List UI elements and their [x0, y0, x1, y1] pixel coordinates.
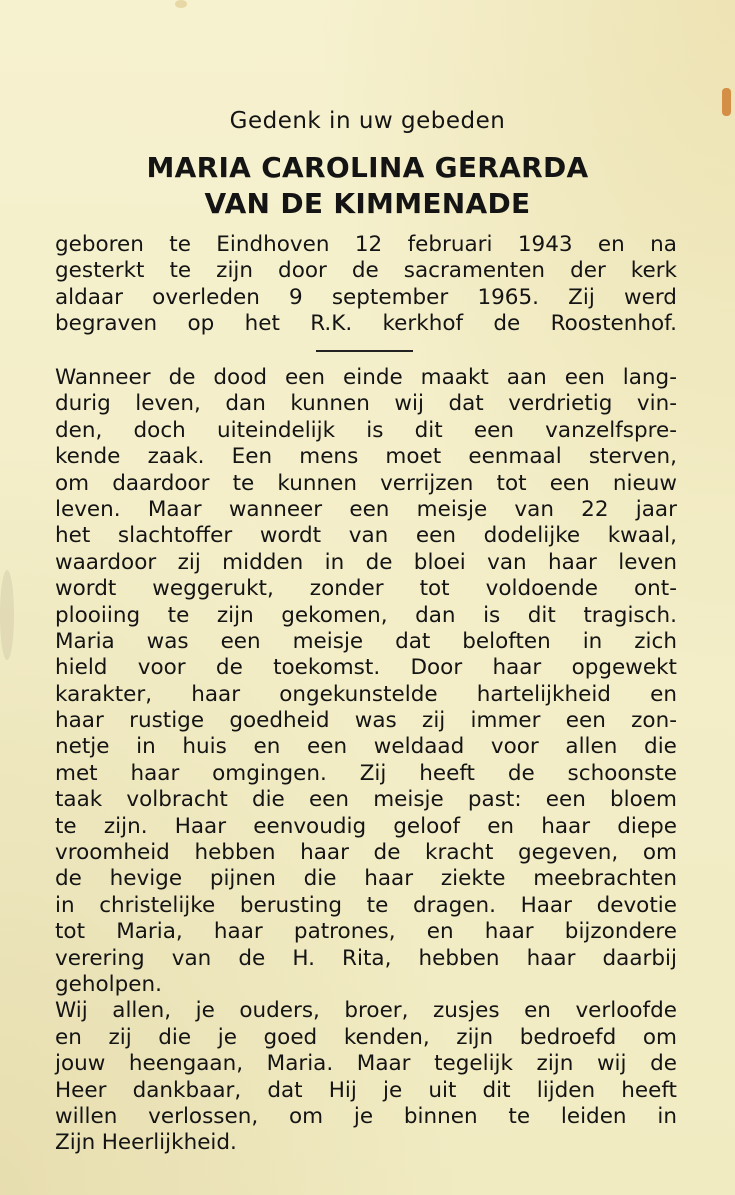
word: 22	[581, 496, 609, 522]
text-line	[55, 576, 677, 602]
word: verering	[55, 945, 145, 971]
word: heeft	[621, 1077, 677, 1103]
word: geloof	[393, 813, 461, 839]
word: van	[171, 945, 212, 971]
word: haar	[548, 549, 597, 575]
word: te	[232, 470, 255, 496]
word: kracht	[425, 840, 494, 866]
word: is	[366, 417, 384, 443]
word: die	[303, 866, 337, 892]
word: bloei	[413, 549, 466, 575]
text-line	[55, 998, 677, 1024]
text-line	[55, 285, 677, 311]
word: waardoor	[55, 549, 157, 575]
word: weldaad	[373, 734, 465, 760]
word: van	[348, 523, 389, 549]
text-line	[55, 444, 677, 470]
word: wanneer	[228, 496, 323, 522]
word: Een	[231, 444, 273, 470]
text-line	[55, 1078, 677, 1104]
text-line	[55, 972, 677, 998]
word: een	[473, 417, 514, 443]
word: ziekte	[440, 866, 506, 892]
word: door	[278, 258, 327, 284]
word: na	[650, 232, 677, 257]
text-line	[55, 866, 677, 892]
word: sacramenten	[403, 258, 546, 284]
word: haar	[526, 945, 576, 971]
word: goed	[263, 1024, 318, 1050]
word: Zij	[568, 284, 595, 310]
word: 12	[354, 232, 383, 257]
word: hield	[55, 655, 108, 681]
word: van	[514, 496, 554, 522]
word: zich	[634, 628, 677, 654]
word: wordt	[55, 576, 117, 602]
word: meisje	[416, 496, 488, 522]
word: goedheid	[229, 708, 330, 734]
word: doch	[133, 417, 186, 443]
word: kende	[55, 444, 121, 470]
text-line	[55, 311, 677, 337]
word: diepe	[617, 813, 677, 839]
text-line	[55, 1051, 677, 1077]
word: haar	[484, 919, 534, 945]
text-line	[55, 787, 677, 813]
word: kunnen	[290, 391, 370, 417]
word: voldoende	[485, 576, 598, 602]
word: en	[426, 919, 454, 945]
word: Maria	[55, 628, 115, 654]
word: 1943	[517, 232, 573, 257]
word: dodelijke	[483, 523, 581, 549]
word: binnen	[403, 1103, 478, 1129]
word: Door	[410, 655, 463, 681]
text-line	[55, 840, 677, 866]
word: de	[507, 760, 535, 786]
word: een	[565, 708, 606, 734]
word: Wij	[55, 998, 88, 1024]
word: eenvoudig	[253, 813, 367, 839]
word: een	[307, 734, 348, 760]
deceased-name-line-1: MARIA CAROLINA GERARDA	[146, 151, 589, 184]
word: dan	[225, 391, 266, 417]
word: leiden	[560, 1103, 627, 1129]
word: zon-	[631, 708, 677, 734]
word: berusting	[239, 892, 343, 918]
word: karakter,	[55, 681, 153, 707]
word: beloften	[462, 628, 551, 654]
word: ouders,	[239, 998, 320, 1024]
word: leven	[618, 549, 677, 575]
word: zaak.	[147, 444, 205, 470]
word: de	[55, 866, 82, 892]
deceased-name-line-2: VAN DE KIMMENADE	[204, 187, 531, 220]
word: midden	[222, 549, 304, 575]
text-line	[55, 1130, 677, 1156]
word: allen,	[112, 998, 172, 1024]
word: hebben	[418, 945, 500, 971]
word: immer	[470, 708, 541, 734]
word: heengaan,	[128, 1051, 244, 1077]
word: die	[158, 1024, 192, 1050]
word: de	[373, 840, 401, 866]
word: kwaal,	[607, 523, 677, 549]
word: huis	[182, 734, 227, 760]
word: patrones,	[293, 919, 396, 945]
word: die	[251, 787, 285, 813]
word: durig	[55, 391, 111, 417]
word: zijn.	[103, 813, 148, 839]
word: moet	[385, 444, 442, 470]
word: willen	[55, 1103, 118, 1129]
word: een	[284, 365, 326, 390]
word: bloem	[610, 787, 677, 813]
word: nieuw	[612, 470, 677, 496]
word: je	[217, 1024, 237, 1050]
word: dankbaar,	[132, 1077, 242, 1103]
word: Wanneer	[55, 365, 151, 390]
word: de	[215, 655, 243, 681]
word: het	[244, 311, 280, 337]
word: dit	[527, 602, 556, 628]
text-line	[55, 1104, 677, 1130]
word: den,	[55, 417, 103, 443]
word: en	[650, 681, 677, 707]
word: wij	[596, 1051, 627, 1077]
word: je	[383, 1077, 403, 1103]
word: christelijke	[99, 892, 216, 918]
word: werd	[624, 284, 677, 310]
text-line	[55, 919, 677, 945]
word: meisje	[292, 628, 364, 654]
word: weggerukt,	[152, 576, 274, 602]
word: kerkhof	[382, 311, 464, 337]
word: lang-	[622, 365, 677, 390]
word: te	[366, 892, 389, 918]
word: kunnen	[277, 470, 357, 496]
text-line	[55, 629, 677, 655]
word: zijn	[536, 1051, 574, 1077]
paper-stain	[0, 570, 14, 660]
word: de	[650, 1051, 677, 1077]
text-line	[55, 550, 677, 576]
text-line	[55, 418, 677, 444]
word: haar	[492, 655, 542, 681]
word: geholpen.	[55, 971, 162, 997]
word: pijnen	[209, 866, 276, 892]
text-line	[55, 893, 677, 919]
word: en	[55, 1024, 82, 1050]
word: Hij	[328, 1077, 357, 1103]
word: daarbij	[602, 945, 677, 971]
memorial-text	[55, 365, 677, 1157]
word: dat	[395, 628, 431, 654]
word: en	[524, 998, 551, 1024]
word: te	[508, 1103, 531, 1129]
word: slachtoffer	[117, 523, 233, 549]
word: in	[582, 628, 603, 654]
word: zonder	[309, 576, 384, 602]
word: in	[324, 549, 345, 575]
word: een	[308, 787, 350, 813]
word: Haar	[174, 813, 227, 839]
word: wordt	[259, 523, 322, 549]
word: sterven,	[588, 444, 677, 470]
word: Maria.	[266, 1051, 334, 1077]
word: je	[353, 1103, 374, 1129]
word: maakt	[420, 365, 489, 390]
word: devotie	[596, 892, 677, 918]
word: Maria,	[116, 919, 183, 945]
word: de	[365, 549, 393, 575]
word: september	[331, 284, 449, 310]
word: in	[136, 734, 156, 760]
word: 9	[289, 284, 303, 310]
word: overleden	[152, 284, 260, 310]
word: tot	[55, 919, 86, 945]
word: verloofde	[575, 998, 677, 1024]
word: Heerlijkheid.	[101, 1130, 237, 1156]
word: een	[564, 365, 605, 390]
word: die	[644, 734, 677, 760]
text-line	[55, 734, 677, 760]
text-line	[55, 232, 677, 258]
word: een	[349, 496, 390, 522]
word: Zijn	[55, 1130, 96, 1156]
word: leven.	[55, 496, 121, 522]
word: uit	[428, 1077, 457, 1103]
word: Heer	[55, 1077, 107, 1103]
word: tot	[496, 470, 527, 496]
word: te	[55, 813, 77, 839]
word: Eindhoven	[216, 232, 330, 257]
word: leven,	[135, 391, 201, 417]
word: hevige	[109, 866, 183, 892]
word: en	[487, 813, 515, 839]
word: de	[238, 945, 266, 971]
word: zij	[422, 708, 446, 734]
word: de	[168, 365, 196, 390]
word: het	[55, 523, 91, 549]
word: bedroefd	[519, 1024, 617, 1050]
word: zijn	[216, 602, 254, 628]
word: meebrachten	[533, 866, 677, 892]
word: dragen.	[412, 892, 496, 918]
word: een	[545, 787, 586, 813]
word: lijden	[536, 1077, 596, 1103]
word: is	[483, 602, 501, 628]
word: zij	[177, 549, 201, 575]
word: een	[415, 523, 456, 549]
text-line	[55, 946, 677, 972]
word: dat	[448, 391, 484, 417]
birth-death-paragraph	[55, 232, 677, 338]
word: te	[167, 602, 190, 628]
word: allen	[565, 734, 618, 760]
word: mens	[299, 444, 359, 470]
word: heeft	[419, 760, 475, 786]
word: daardoor	[112, 470, 210, 496]
word: tot	[419, 576, 450, 602]
word: ongekunstelde	[279, 681, 438, 707]
word: volbracht	[126, 787, 228, 813]
text-line	[55, 655, 677, 681]
word: en	[253, 734, 281, 760]
text-line	[55, 471, 677, 497]
word: tragisch.	[583, 602, 677, 628]
word: en	[597, 232, 625, 257]
word: vroomheid	[55, 840, 170, 866]
word: jouw	[55, 1051, 106, 1077]
word: was	[354, 708, 397, 734]
word: H.	[292, 945, 315, 971]
text-line	[55, 708, 677, 734]
word: zij	[108, 1024, 132, 1050]
word: opgewekt	[571, 655, 677, 681]
word: van	[487, 549, 527, 575]
word: in	[657, 1103, 677, 1129]
word: haar	[364, 866, 414, 892]
word: jaar	[635, 496, 677, 522]
word: plooiing	[55, 602, 141, 628]
word: in	[55, 892, 75, 918]
paper-stain	[175, 0, 187, 8]
word: zijn	[456, 1024, 494, 1050]
word: Maar	[147, 496, 202, 522]
word: te	[169, 258, 192, 284]
text-line	[55, 814, 677, 840]
word: op	[187, 311, 215, 337]
word: de	[493, 311, 521, 337]
word: toekomst.	[273, 655, 381, 681]
word: Roostenhof.	[550, 311, 677, 337]
prayer-line: Gedenk in uw gebeden	[229, 108, 506, 134]
word: was	[146, 628, 189, 654]
word: kenden,	[343, 1024, 430, 1050]
word: dit	[414, 417, 443, 443]
word: Zij	[359, 760, 387, 786]
text-line	[55, 603, 677, 629]
text-line	[55, 365, 677, 391]
word: haar	[55, 708, 104, 734]
word: aan	[506, 365, 547, 390]
word: rustige	[129, 708, 205, 734]
text-line	[55, 1025, 677, 1051]
word: vin-	[636, 391, 677, 417]
word: haar	[213, 919, 263, 945]
text-line	[55, 497, 677, 523]
word: voor	[490, 734, 539, 760]
word: tegelijk	[434, 1051, 513, 1077]
word: ont-	[633, 576, 677, 602]
word: R.K.	[310, 311, 353, 337]
word: februari	[407, 232, 493, 257]
word: verlossen,	[148, 1103, 259, 1129]
word: eenmaal	[468, 444, 562, 470]
word: einde	[343, 365, 403, 390]
text-line	[55, 258, 677, 284]
word: zusjes	[433, 998, 500, 1024]
text-line	[55, 391, 677, 417]
word: past:	[467, 787, 522, 813]
word: geboren	[55, 232, 144, 257]
word: dat	[267, 1077, 303, 1103]
word: schoonste	[567, 760, 677, 786]
word: gegeven,	[518, 840, 619, 866]
text-line	[55, 682, 677, 708]
word: netje	[55, 734, 110, 760]
word: dit	[482, 1077, 511, 1103]
word: Haar	[520, 892, 572, 918]
word: taak	[55, 787, 103, 813]
text-line	[55, 523, 677, 549]
word: Rita,	[342, 945, 392, 971]
word: kerk	[630, 258, 677, 284]
word: voor	[137, 655, 186, 681]
word: om	[55, 470, 90, 496]
word: vanzelfspre-	[545, 417, 677, 443]
word: bijzondere	[564, 919, 677, 945]
word: haar	[191, 681, 241, 707]
word: broer,	[344, 998, 409, 1024]
word: verrijzen	[380, 470, 474, 496]
word: omgingen.	[212, 760, 327, 786]
word: meisje	[373, 787, 444, 813]
text-line	[55, 761, 677, 787]
word: een	[549, 470, 590, 496]
word: aldaar	[55, 284, 123, 310]
word: Maar	[356, 1051, 411, 1077]
word: begraven	[55, 311, 158, 337]
word: gekomen,	[281, 602, 388, 628]
word: wij	[394, 391, 424, 417]
word: haar	[300, 840, 349, 866]
word: de	[351, 258, 379, 284]
word: te	[169, 232, 191, 257]
word: der	[570, 258, 606, 284]
word: dood	[213, 365, 267, 390]
divider-rule	[316, 350, 413, 352]
word: om	[642, 1024, 677, 1050]
word: hartelijkheid	[476, 681, 611, 707]
word: zijn	[216, 258, 254, 284]
word: gesterkt	[55, 258, 145, 284]
word: een	[220, 628, 261, 654]
word: verdrietig	[508, 391, 613, 417]
word: hebben	[194, 840, 276, 866]
word: haar	[541, 813, 591, 839]
word: haar	[130, 760, 180, 786]
word: je	[195, 998, 215, 1024]
word: met	[55, 760, 98, 786]
word: om	[288, 1103, 324, 1129]
word: 1965.	[477, 284, 539, 310]
word: om	[642, 840, 677, 866]
word: dan	[415, 602, 456, 628]
word: uiteindelijk	[216, 417, 336, 443]
